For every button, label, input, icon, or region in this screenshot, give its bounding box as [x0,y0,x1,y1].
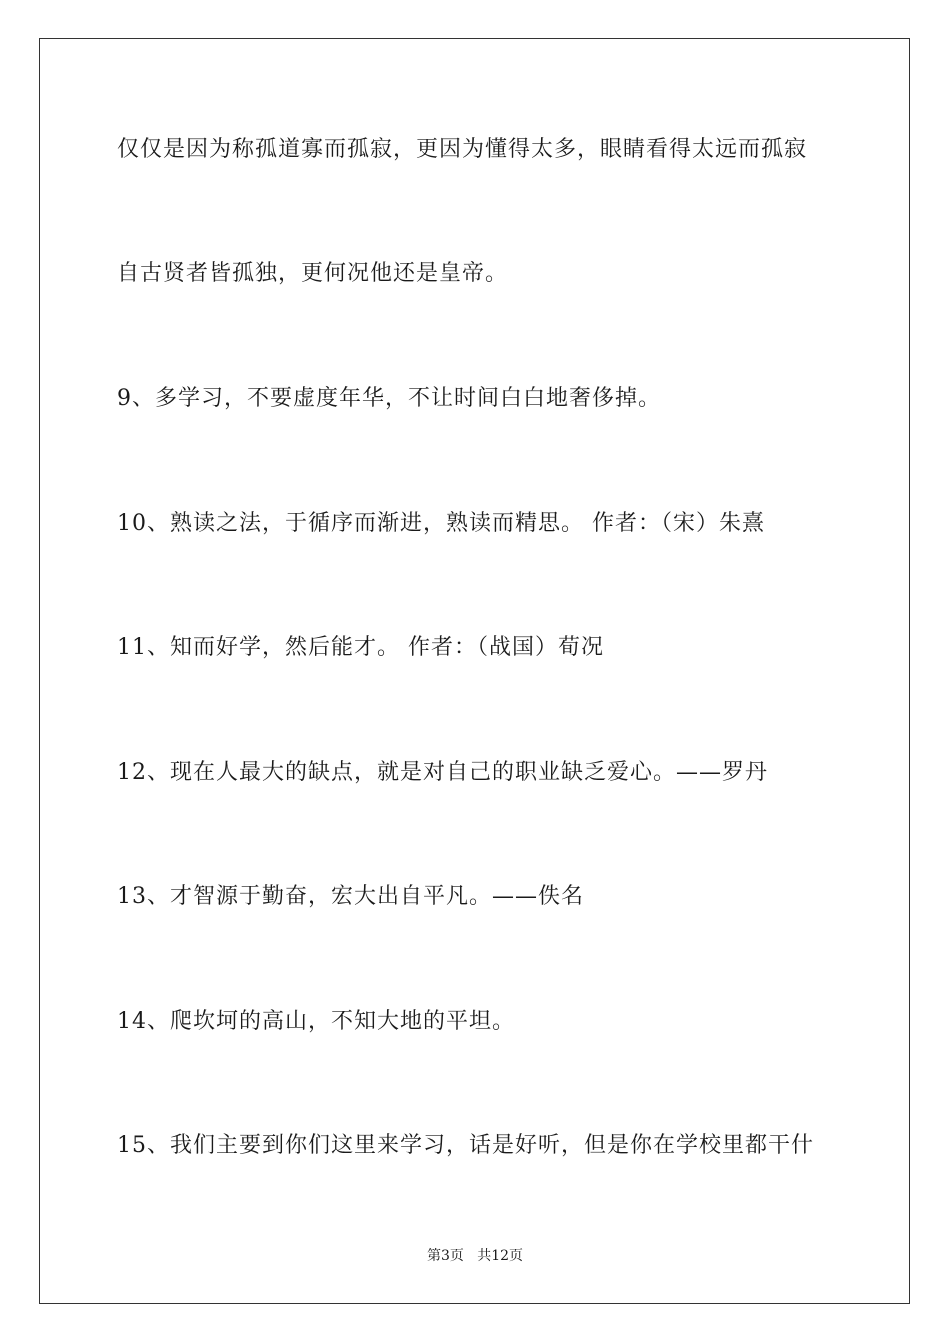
quote-item: 9、多学习，不要虚度年华，不让时间白白地奢侈掉。 [117,386,661,411]
quote-item: 15、我们主要到你们这里来学习，话是好听，但是你在学校里都干什 [117,1133,814,1158]
page-number-footer: 第3页 共12页 [426,1248,524,1264]
page-border [39,38,910,1304]
quote-item: 13、才智源于勤奋，宏大出自平凡。——佚名 [117,884,584,909]
quote-item: 10、熟读之法，于循序而渐进，熟读而精思。 作者：（宋）朱熹 [117,511,765,536]
text-line: 自古贤者皆孤独，更何况他还是皇帝。 [117,261,509,286]
quote-item: 14、爬坎坷的高山，不知大地的平坦。 [117,1009,515,1034]
text-line: 仅仅是因为称孤道寡而孤寂，更因为懂得太多，眼睛看得太远而孤寂 [117,137,808,162]
quote-item: 11、知而好学，然后能才。 作者：（战国）荀况 [117,635,604,660]
quote-item: 12、现在人最大的缺点，就是对自己的职业缺乏爱心。——罗丹 [117,760,768,785]
